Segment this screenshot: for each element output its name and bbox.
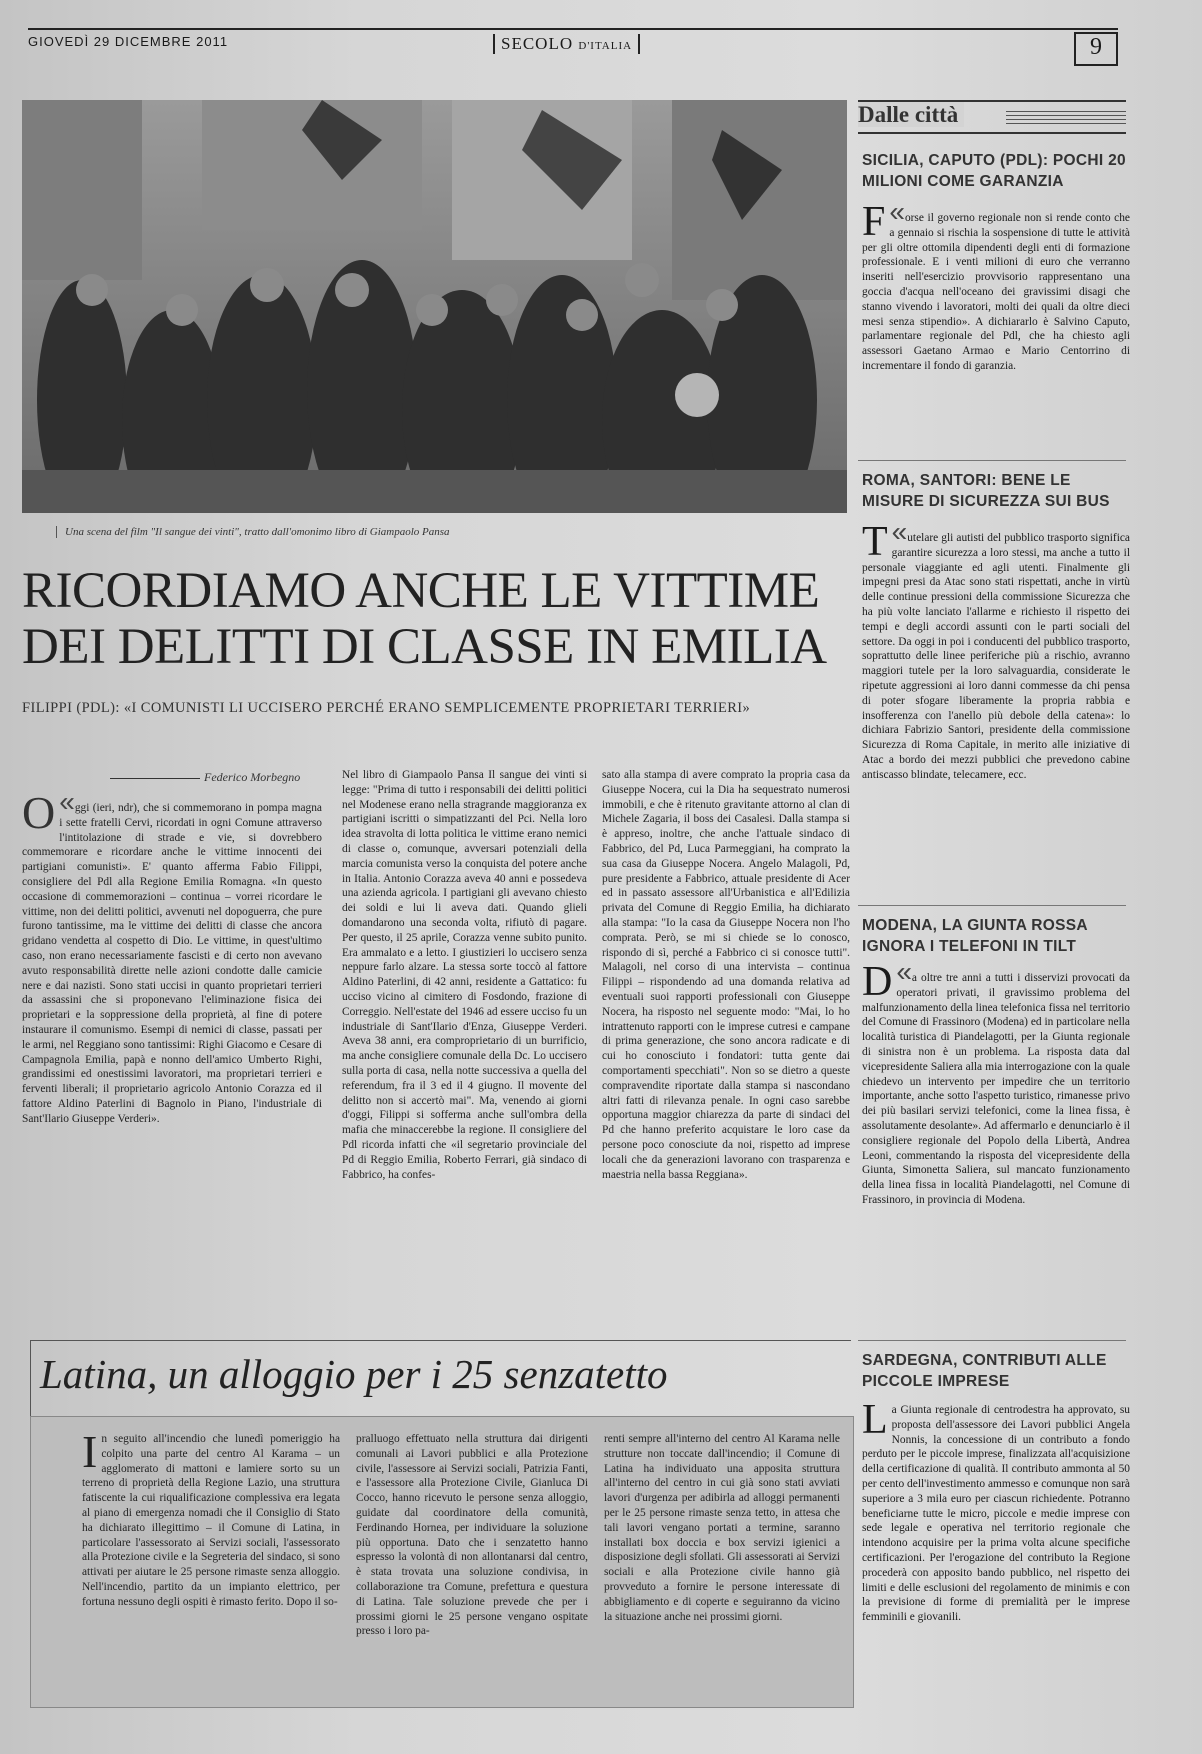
sidebar-title: Dalle città	[858, 102, 964, 127]
sidebar-divider	[858, 460, 1126, 461]
latina-column-2	[356, 1432, 588, 1700]
sidebar-item-modena	[862, 965, 1130, 1325]
sidebar-body: orse il governo regionale non si rende conto che a gennaio si rischia la sospensione di tutte le attività per gli oltre ottomila dipendenti degli enti di formazione professionale. E i venti milioni di euro che verranno inseriti nell'esercizio provvisorio rappresentano una goccia d'acqua nell'oceano dei gravissimi disagi che stanno vivendo i lavoratori, molti dei quali da oltre dieci mesi senza stipendio». A dichiararlo è Salvino Caputo, parlamentare regionale del Pdl, che ha chiesto agli assessori Gaetano Armao e Mario Centorrino di incrementare il fondo di garanzia.	[862, 212, 1130, 372]
latina-col1-text: n seguito all'incendio che lunedì pomeriggio ha colpito una parte del centro Al Karama – un agglomerato di mattoni e lamiere sorto su un terreno di proprietà della Regione Lazio, una struttura fatiscente la cui riqualificazione complessiva era legata al piano di emergenza nomadi che il Consiglio di Stato ha dichiarato illegittimo – il Comune di Latina, in particolare l'assessorato ai Servizi sociali, l'assessorato alla Protezione civile e la Segreteria del sindaco, si sono attivati per aiutare le 25 persone rimaste senza alloggio. Nell'incendio, partito da un impianto elettrico, per fortuna nessuno degli ospiti è rimasto ferito. Dopo il so-	[82, 1433, 340, 1608]
article-column-1	[22, 795, 322, 1320]
article-column-2	[342, 768, 587, 1320]
article-col3-text: sato alla stampa di avere comprato la propria casa da Giuseppe Nocera, cui la Dia ha sequestrato numerosi immobili, e che è ritenuto gravitante attorno al clan di Michele Zagaria, il boss dei Casalesi. Dalla stampa si è appreso, inoltre, che anche l'attuale sindaco di Fabbrico, del Pd, Luca Parmeggiani, ha comprato la sua casa da Giuseppe Nocera. Angelo Malagoli, Pd, pure presidente a Fabbrico, attuale presidente di Acer ed in passato assessore all'Urbanistica e all'Edilizia privata del Comune di Reggio Emilia, ha dichiarato alla stampa: "Io la casa da Giuseppe Nocera non l'ho comprata. Però, se mi si chiede se lo conosco, rispondo di sì, perché a Fabbrico ci si conosce tutti". Malagoli, nel corso di una intervista – continua Filippi – rispondendo ad una domanda relativa ad eventuali suoi rapporti professionali con Giuseppe Nocera, ha risposto nel seguente modo: "Mai, lo ho intrattenuto rapporti con le imprese cutresi e campane di prima generazione, che sono ancora radicate e di cui ho conosciuto i fondatori: tutta gente dai comportamenti specchiati". Non so se dietro a queste compravendite riportate dalla stampa si nascondano altri fatti di rilevanza penale. In ogni caso sarebbe opportuna maggior chiarezza da parte di sindaci del Pd che hanno preferito acquistare le loro case da persone poco conosciute da noi, rispetto ad imprese locali che da generazioni lavorano con trasparenza e maestria nella bassa Reggiana».	[602, 769, 850, 1181]
sidebar-body: a oltre tre anni a tutti i disservizi provocati da operatori privati, il gravissimo problema del malfunzionamento della linea telefonica fissa nel territorio del Comune di Frassinoro (Modena) ed in particolare nella località turistica di Piandelagotti, per la Giunta regionale di sinistra non è un problema. La risposta data dal vicepresidente Saliera alla mia interrogazione con la quale chiedevo un intervento per impedire che un territorio importante, anche sotto l'aspetto turistico, rimanesse privo dei più basilari servizi telefonici, come la linea fissa, è assolutamente desolante». Ad affermarlo e denunciarlo è il consigliere regionale del Popolo della Libertà, Andrea Leoni, commentando la risposta del vicepresidente della Giunta, Simonetta Saliera, sul mancato funzionamento della linea fissa in località Piandelagotti, nel Comune di Frassinoro, in provincia di Modena.	[862, 972, 1130, 1206]
latina-dropcap: I	[82, 1432, 98, 1477]
headline-line-2: DEI DELITTI DI CLASSE IN EMILIA	[22, 619, 827, 675]
issue-date: GIOVEDÌ 29 DICEMBRE 2011	[28, 34, 229, 49]
article-byline: Federico Morbegno	[110, 770, 300, 785]
sidebar-item-roma	[862, 525, 1130, 905]
sidebar-dropcap: F	[862, 205, 886, 245]
quote-mark-icon: «	[59, 795, 75, 817]
sidebar-body: a Giunta regionale di centrodestra ha approvato, su proposta dell'assessore dei Lavori pubblici Angela Nonnis, la concessione di un contributo a fondo perduto per le piccole imprese, finalizzata all'acquisizione della certificazione di qualità. Il contributo ammonta al 50 per cento dell'investimento ammesso e comunque non sarà superiore a 3 mila euro per ciascun richiedente. Potranno beneficiarne tutte le micro, piccole e medie imprese con sede legale e operativa nel territorio regionale che intendono acquisire per la prima volta alcune specifiche certificazioni. Per l'erogazione del contributo la Regione procederà con apposito bando pubblico, nel rispetto dei limiti e delle esclusioni del regolamento de minimis e con la previsione di forme di premialità per le imprese femminili e giovanili.	[862, 1404, 1130, 1624]
masthead-main: SECOLO	[501, 34, 574, 53]
latina-col2-text: pralluogo effettuato nella struttura dai dirigenti comunali ai Lavori pubblici e alla Protezione civile, l'assessore ai Servizi sociali, Patrizia Fanti, e l'assessore alla Protezione Civile, Gianluca Di Cocco, hanno ricevuto le persone senza alloggio, guidate dal coordinatore della comunità, Ferdinando Hornea, per individuare la soluzione più opportuna. Dato che i senzatetto hanno espresso la volontà di non allontanarsi dal centro, è stata trovata una soluzione condivisa, in collaborazione tra Comune, prefettura e questura di Latina. Tale soluzione prevede che per i prossimi giorni le 25 persone vengano ospitate presso i loro pa-	[356, 1433, 588, 1638]
article-headline	[22, 563, 852, 675]
sidebar-title-rules	[1006, 108, 1126, 124]
sidebar-item-sicilia	[862, 205, 1130, 460]
article-col1-text: ggi (ieri, ndr), che si commemorano in pompa magna i sette fratelli Cervi, ricordati in ogni Comune attraverso l'intitolazione di strade e vie, si dovrebbero commemorare e ricordare anche le vittime innocenti dei partigiani comunisti». E' quanto afferma Fabio Filippi, consigliere del Pdl alla Regione Emilia Romagna. «In questo occasione di commemorazioni – continua – vorrei ricordare le vittime, non dei delitti politici, avvenuti nel dopoguerra, che pure furono tantissime, ma le vittime dei delitti di classe che ancora gridano vendetta al cospetto di Dio. Le vittime, in quest'ultimo caso, non erano necessariamente fascisti e di certo non avevano avuto responsabilità dirette nelle azioni condotte dalle camicie nere e dai nazisti. Sono stati uccisi in quanto proprietari terrieri da assassini che si proponevano l'eliminazione fisica dei proprietari e la soppressione della proprietà, al fine di potere instaurare il comunismo. Esempi di nemici di classe, passati per le armi, nel Reggiano sono tantissimi: Righi Giacomo e Cesare di Campagnola Emilia, papà e nonno dell'amico Umberto Righi, grandissimi ed onestissimi lavoratori, ma proprietari terrieri e ferventi liberali; il proprietario agricolo Antonio Corazza ed il fattore Aldino Paterlini di Bagnolo in Piano, l'industriale di Sant'Ilario Giuseppe Verderi».	[22, 802, 322, 1125]
latina-headline: Latina, un alloggio per i 25 senzatetto	[40, 1351, 668, 1397]
sidebar-body: utelare gli autisti del pubblico trasporto significa garantire sicurezza a loro stessi, ma anche a tutto il personale viaggiante ed agli utenti. Finalmente gli impegni presi da Atac sono stati rispettati, anche in virtù delle continue pressioni della commissione Sicurezza che ha più volte lanciato l'allarme e richiesto il rispetto dei tempi e degli accordi assunti con le parti sociali del settore. Da oggi in poi i conducenti del pubblico trasporto, soprattutto delle linee periferiche più a rischio, avranno maggiori tutele per la loro salvaguardia, considerate le ripetute aggressioni ai loro danni commesse da chi pensa di poter sfogare liberamente la propria rabbia e insofferenza con l'anello più debole della catena»: lo dichiara Fabrizio Santori, presidente della commissione Sicurezza di Roma Capitale, in merito alle iniziative di Atac a bordo dei mezzi pubblici che prevedono cabine antiscasso blindate, telecamere, ecc.	[862, 532, 1130, 781]
article-col2-text: Nel libro di Giampaolo Pansa Il sangue dei vinti si legge: "Prima di tutto i responsabili dei delitti politici nel Modenese erano nella stragrande maggioranza ex partigiani iscritti o simpatizzanti del Pci. Nella loro idea stravolta di lotta politica le vittime erano nemici di classe o, comunque, avversari potenziali della marcia comunista verso la conquista del potere anche in Italia. Antonio Corazza aveva 40 anni e possedeva una azienda agricola. I partigiani gli avevano chiesto dei soldi e lui li aveva dati. Quando glieli domandarono una seconda volta, rifiutò di pagare. Per questo, il 25 aprile, Corazza venne subito punito. Era ammalato e a letto. I giustizieri lo uccisero senza neppure farlo alzare. La stessa sorte toccò al fattore Aldino Paterlini, di 42 anni, residente a Gattatico: fu ucciso vicino al cimitero di Fosdondo, frazione di Correggio. Nell'estate del 1946 ad essere ucciso fu un industriale di Sant'Ilario d'Enza, Giuseppe Verderi. Aveva 38 anni, era comproprietario di un burrificio, ma anche consigliere comunale della Dc. Lo uccisero sulla porta di casa, nella notte successiva a quella del referendum, fra il 3 ed il 4 giugno. Il movente del delitto non si accertò mai". Ma, venendo ai giorni d'oggi, Filippi si sofferma anche sull'ombra della mafia che minaccerebbe la regione. Il consigliere del Pdl ricorda infatti che «il segretario provinciale del Pd di Reggio Emilia, Roberto Ferrari, già sindaco di Fabbrico, ha confes-	[342, 769, 587, 1181]
quote-mark-icon: «	[889, 205, 905, 227]
headline-line-1: RICORDIAMO ANCHE LE VITTIME	[22, 563, 820, 619]
quote-mark-icon: «	[891, 525, 908, 547]
sidebar-header	[858, 100, 1126, 134]
quote-mark-icon: «	[896, 965, 912, 987]
sidebar-heading-sardegna: SARDEGNA, CONTRIBUTI ALLE PICCOLE IMPRESE	[862, 1352, 1107, 1390]
latina-col3-text: renti sempre all'interno del centro Al Karama nelle strutture non toccate dall'incendio; il Comune di Latina ha individuato una apposita struttura all'interno del centro in cui già sono stati avviati lavori d'urgenza per adibirla ad alloggi permanenti per le 25 persone rimaste senza tetto, in attesa che tali lavori vengano portati a termine, saranno installati box doccia e box servizi igienici a disposizione degli sfollati. Gli assessorati ai Servizi sociali e alla Protezione civile hanno già provveduto a fornire le persone interessate di abbigliamento e di coperte e seguiranno da vicino la situazione anche nei prossimi giorni.	[604, 1433, 840, 1623]
sidebar-dropcap: T	[862, 525, 888, 565]
article-photo	[22, 100, 847, 513]
photo-caption: Una scena del film "Il sangue dei vinti", tratto dall'omonimo libro di Giampaolo Pansa	[56, 526, 825, 538]
sidebar-dropcap: D	[862, 965, 893, 1005]
page-number: 9	[1074, 32, 1118, 66]
page-header	[28, 28, 1118, 64]
latina-column-1	[82, 1432, 340, 1700]
sidebar-heading-roma: ROMA, SANTORI: BENE LE MISURE DI SICUREZZA SUI BUS	[862, 472, 1110, 510]
article-subhead: FILIPPI (PDL): «I COMUNISTI LI UCCISERO PERCHÉ ERANO SEMPLICEMENTE PROPRIETARI TERRIERI»	[22, 700, 751, 716]
article-dropcap: O	[22, 795, 56, 838]
sidebar-divider	[858, 905, 1126, 906]
masthead-small: D'ITALIA	[578, 40, 633, 52]
article-column-3	[602, 768, 850, 1320]
latina-column-3	[604, 1432, 840, 1700]
photo-scene	[22, 100, 847, 513]
masthead	[493, 34, 640, 54]
sidebar-heading-modena: MODENA, LA GIUNTA ROSSA IGNORA I TELEFONI IN TILT	[862, 917, 1088, 955]
sidebar-dropcap: L	[862, 1403, 888, 1443]
sidebar-item-sardegna	[862, 1403, 1130, 1728]
sidebar-heading-sicilia: SICILIA, CAPUTO (PDL): POCHI 20 MILIONI COME GARANZIA	[862, 152, 1126, 190]
sidebar-divider	[858, 1340, 1126, 1341]
